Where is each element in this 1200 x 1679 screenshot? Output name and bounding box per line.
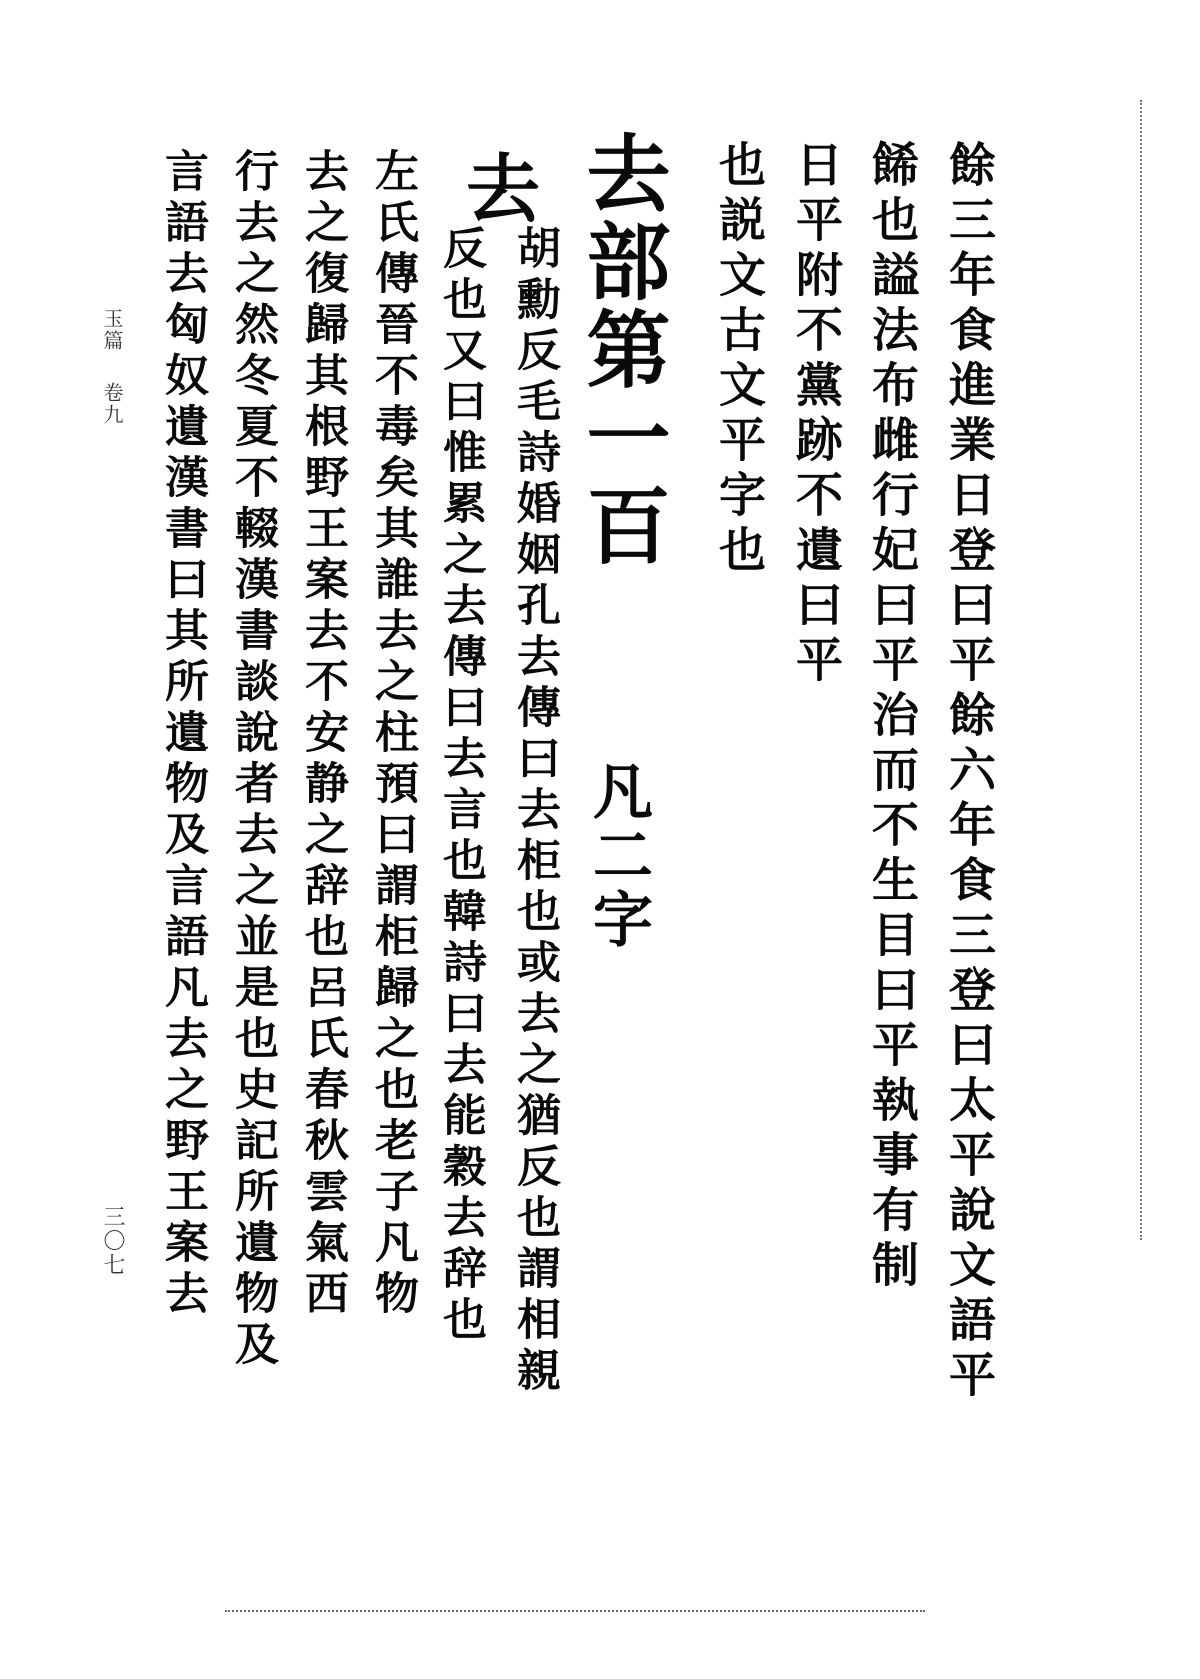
text-column-4: 也説文古文平字也 — [711, 140, 766, 580]
gloss-column-3: 左氏傳晉不毒矣其誰去之柱預曰謂柜歸之也老子凡物 — [367, 148, 418, 1321]
text-column-2: 餙也謚法布雌行妃曰平治而不生目曰平執事有制 — [864, 140, 919, 1295]
margin-page-number: 三〇七 — [100, 1205, 125, 1277]
page-edge-line — [1140, 100, 1142, 1240]
bottom-scan-rule — [225, 1610, 925, 1612]
text-column-3: 日平附不黨跡不遺曰平 — [788, 140, 843, 690]
margin-volume: 卷九 — [100, 382, 124, 426]
gloss-column-4: 去之復歸其根野王案去不安静之辞也呂氏春秋雲氣西 — [297, 148, 348, 1321]
margin-book-title: 玉篇 — [100, 308, 124, 352]
gloss-column-5: 行去之然冬夏不輟漢書談說者去之並是也史記所遺物及 — [227, 148, 278, 1372]
entry-headword: 去 — [454, 150, 540, 224]
gloss-column-2: 反也又曰惟累之去傳曰去言也韓詩曰去能穀去辞也 — [435, 225, 486, 1347]
gloss-column-6: 言語去匈奴遺漢書曰其所遺物及言語凡去之野王案去 — [157, 148, 208, 1321]
text-column-1: 餘三年食進業日登曰平餘六年食三登曰太平說文語平 — [941, 140, 996, 1405]
character-count: 凡二字 — [583, 760, 653, 952]
section-heading: 去部第一百 — [573, 130, 672, 570]
gloss-column-1: 胡勳反毛詩婚姻孔去傳曰去柜也或去之猶反也謂相親 — [509, 225, 560, 1398]
